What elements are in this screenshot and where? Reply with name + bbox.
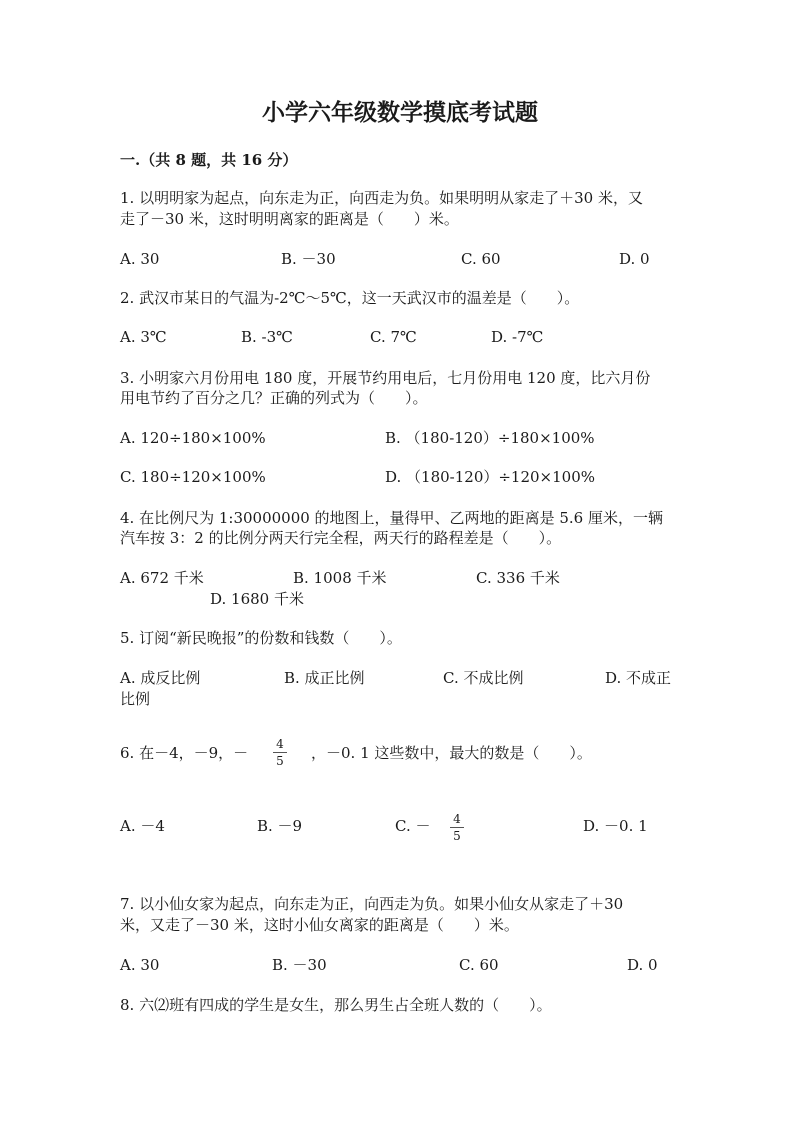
question-text-line: 2. 武汉市某日的气温为-2℃～5℃，这一天武汉市的温差是（ ）。: [120, 289, 580, 307]
option-a: A. 672 千米: [120, 569, 204, 587]
question-text-line: 1. 以明明家为起点，向东走为正，向西走为负。如果明明从家走了＋30 米，又: [120, 189, 643, 207]
option-a: A. 3℃: [120, 328, 167, 346]
question-text-part: ，－0. 1 这些数中，最大的数是（ ）。: [311, 744, 592, 762]
question-text-line: 8. 六⑵班有四成的学生是女生，那么男生占全班人数的（ ）。: [120, 996, 552, 1014]
question-text-line: 米，又走了－30 米，这时小仙女离家的距离是（ ）米。: [120, 916, 519, 934]
option-d: D. 1680 千米: [210, 590, 304, 608]
option-d: D. 0: [619, 250, 650, 268]
fraction-numerator: 4: [450, 812, 464, 828]
option-d: D. 0: [627, 956, 658, 974]
option-a: A. 30: [120, 250, 160, 268]
option-c: C. 不成比例: [443, 669, 524, 687]
question-text-line: 4. 在比例尺为 1:30000000 的地图上，量得甲、乙两地的距离是 5.6 厘米，一辆: [120, 509, 663, 527]
option-b: B. －9: [257, 817, 303, 835]
option-b: B. －30: [272, 956, 327, 974]
section-heading: 一.（共 8 题，共 16 分）: [120, 151, 298, 169]
option-d-continued: 比例: [120, 690, 151, 708]
option-a: A. －4: [120, 817, 165, 835]
question-text-line: 汽车按 3：2 的比例分两天行完全程，两天行的路程差是（ ）。: [120, 529, 562, 547]
question-text-line: 7. 以小仙女家为起点，向东走为正，向西走为负。如果小仙女从家走了＋30: [120, 895, 624, 913]
option-c: C. 180÷120×100%: [120, 468, 266, 486]
question-text-line: 3. 小明家六月份用电 180 度，开展节约用电后，七月份用电 120 度，比六月份: [120, 369, 651, 387]
option-d: D. －0. 1: [583, 817, 648, 835]
option-b: B. 成正比例: [284, 669, 365, 687]
question-text-line: 走了－30 米，这时明明离家的距离是（ ）米。: [120, 210, 459, 228]
fraction-denominator: 5: [453, 829, 461, 843]
option-b: B. －30: [281, 250, 336, 268]
option-a: A. 120÷180×100%: [120, 429, 266, 447]
option-c: C. 60: [461, 250, 501, 268]
option-c: C. 336 千米: [476, 569, 560, 587]
option-d: D. 不成正: [605, 669, 672, 687]
option-a: A. 30: [120, 956, 160, 974]
option-c: C. 60: [459, 956, 499, 974]
fraction-numerator: 4: [273, 737, 287, 753]
question-text-line: 用电节约了百分之几？正确的列式为（ ）。: [120, 389, 428, 407]
option-a: A. 成反比例: [120, 669, 201, 687]
option-d: D. （180-120）÷120×100%: [385, 468, 596, 486]
option-c: C. 7℃: [370, 328, 417, 346]
option-b: B. -3℃: [241, 328, 293, 346]
fraction-denominator: 5: [276, 754, 284, 768]
fraction: [450, 812, 464, 843]
fraction: [273, 737, 287, 768]
question-text-part: 6. 在－4，－9，－: [120, 744, 249, 762]
option-c: C. －: [395, 817, 431, 835]
option-d: D. -7℃: [491, 328, 544, 346]
option-b: B. （180-120）÷180×100%: [385, 429, 595, 447]
question-text-line: 5. 订阅“新民晚报”的份数和钱数（ ）。: [120, 629, 402, 647]
page-title: 小学六年级数学摸底考试题: [262, 99, 538, 126]
option-b: B. 1008 千米: [293, 569, 387, 587]
